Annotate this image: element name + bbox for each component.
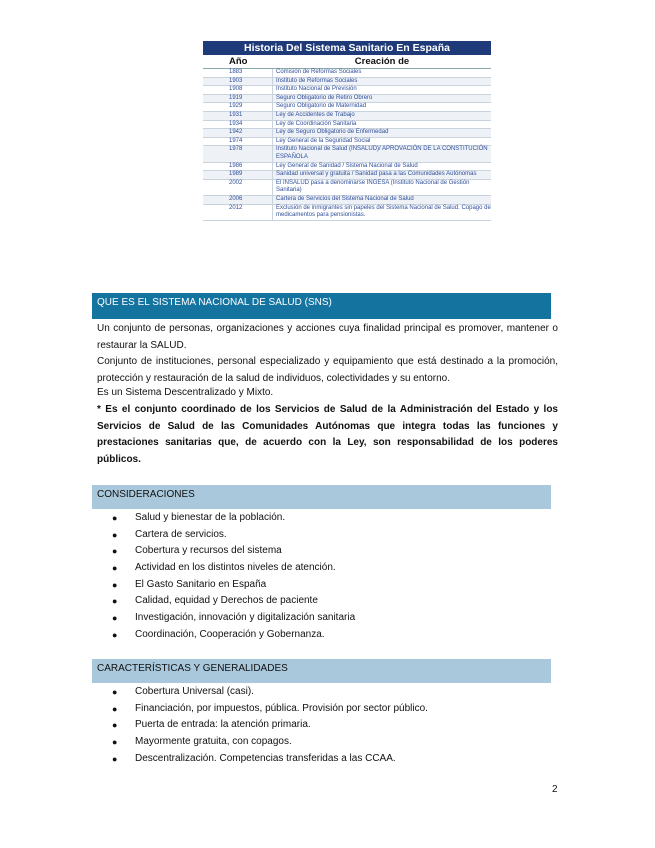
col-creation-header: Creación de (354, 56, 410, 67)
history-year: 1934 (203, 121, 273, 129)
list-item (112, 684, 428, 701)
history-table-row (203, 121, 491, 130)
list-item (112, 527, 355, 544)
list-item-text: Cobertura y recursos del sistema (135, 545, 282, 557)
history-creation: Comisión de Reformas Sociales (276, 69, 362, 75)
list-item (112, 717, 428, 734)
list-item (112, 560, 355, 577)
history-creation: Ley de Coordinación Sanitaria (276, 120, 357, 127)
history-year: 1978 (203, 146, 273, 161)
considerations-list (112, 510, 355, 644)
history-creation: El INSALUD pasa a denominarse INGESA (Instituto Nacional de Gestión Sanitaria) (276, 179, 470, 194)
history-year: 2006 (203, 196, 273, 204)
bullet-icon: ● (112, 613, 118, 624)
list-item (112, 510, 355, 527)
sns-paragraph-1: Un conjunto de personas, organizaciones y acciones cuya finalidad principal es promover, mantener o restaurar la SALUD. (97, 323, 558, 351)
history-year: 2002 (203, 180, 273, 195)
sns-paragraph-4 (97, 402, 558, 468)
history-table-body (203, 69, 491, 221)
history-creation: Instituto de Reformas Sociales (276, 77, 358, 84)
history-year: 1942 (203, 129, 273, 137)
list-item-text: Descentralización. Competencias transferidas a las CCAA. (135, 752, 396, 764)
list-item-text: Financiación, por impuestos, pública. Provisión por sector público. (135, 702, 428, 714)
list-item-text: El Gasto Sanitario en España (135, 578, 267, 590)
history-creation: Ley General de Sanidad / Sistema Nacional de Salud (276, 162, 418, 169)
bullet-icon: ● (112, 546, 118, 557)
list-item (112, 610, 355, 627)
history-year: 2012 (203, 205, 273, 220)
history-table-row (203, 163, 491, 172)
bullet-icon: ● (112, 737, 118, 748)
history-table-header (203, 55, 491, 69)
bullet-icon: ● (112, 529, 118, 540)
history-table-row (203, 205, 491, 221)
history-year: 1919 (203, 95, 273, 103)
history-table (203, 41, 491, 221)
page-number: 2 (552, 784, 558, 795)
considerations-heading: CONSIDERACIONES (92, 485, 551, 509)
sns-section-heading: QUE ES EL SISTEMA NACIONAL DE SALUD (SNS) (92, 293, 551, 319)
history-year: 1989 (203, 171, 273, 179)
sns-paragraph-2: Conjunto de instituciones, personal especializado y equipamiento que está destinado a la promoción, protección y restauración de la salud de individuos, colectividades y su entorno. (97, 356, 558, 384)
sns-paragraph-3: Es un Sistema Descentralizado y Mixto. (97, 387, 274, 398)
history-creation: Seguro Obligatorio de Retiro Obrero (276, 94, 373, 101)
bullet-icon: ● (112, 596, 118, 607)
sns-paragraph-4-text: * Es el conjunto coordinado de los Servicios de Salud de la Administración del Estado y los Servicios de Salud de las Comunidades Autónomas que integra todas las funciones y prestaciones sanitarias que, de acuerdo con la Ley, son responsabilidad de los poderes públicos. (97, 404, 558, 465)
list-item-text: Calidad, equidad y Derechos de paciente (135, 595, 318, 607)
characteristics-heading: CARACTERÍSTICAS Y GENERALIDADES (92, 659, 551, 683)
characteristics-list (112, 684, 428, 767)
list-item-text: Salud y bienestar de la población. (135, 512, 286, 523)
bullet-icon: ● (112, 753, 118, 764)
list-item-text: Actividad en los distintos niveles de atención. (135, 562, 336, 574)
list-item (112, 701, 428, 718)
history-year: 1908 (203, 86, 273, 94)
list-item (112, 751, 428, 768)
history-year: 1986 (203, 163, 273, 171)
history-table-row (203, 196, 491, 205)
history-table-row (203, 78, 491, 87)
history-creation: Ley de Seguro Obligatorio de Enfermedad (276, 129, 389, 136)
history-creation: Instituto Nacional de Salud (INSALUD)/ APROVACIÓN DE LA CONSTITUCIÓN ESPAÑOLA (276, 146, 488, 160)
history-year: 1929 (203, 103, 273, 111)
history-creation: Exclusión de inmigrantes sin papeles del Sistema Nacional de Salud. Copago de medicamentos para pensionistas. (276, 204, 491, 219)
history-table-row (203, 95, 491, 104)
history-creation: Ley de Accidentes de Trabajo (276, 111, 355, 118)
history-table-row (203, 129, 491, 138)
list-item-text: Investigación, innovación y digitalización sanitaria (135, 612, 356, 624)
bullet-icon: ● (112, 687, 118, 697)
history-creation: Ley General de la Seguridad Social (276, 137, 371, 144)
history-table-row (203, 69, 491, 78)
history-table-row (203, 112, 491, 121)
list-item (112, 543, 355, 560)
col-year-header: Año (229, 56, 248, 67)
bullet-icon: ● (112, 629, 118, 640)
list-item (112, 577, 355, 594)
history-table-row (203, 171, 491, 180)
history-table-row (203, 180, 491, 196)
list-item-text: Cartera de servicios. (135, 528, 227, 540)
list-item-text: Puerta de entrada: la atención primaria. (135, 719, 311, 731)
history-creation: Sanidad universal y gratuita / Sanidad pasa a las Comunidades Autónomas (276, 171, 477, 178)
list-item-text: Cobertura Universal (casi). (135, 686, 254, 697)
history-creation: Instituto Nacional de Previsión (276, 86, 357, 93)
bullet-icon: ● (112, 563, 118, 574)
history-year: 1974 (203, 138, 273, 146)
bullet-icon: ● (112, 703, 118, 714)
bullet-icon: ● (112, 720, 118, 731)
history-table-row (203, 146, 491, 162)
list-item-text: Mayormente gratuita, con copagos. (135, 736, 292, 748)
history-year: 1883 (203, 69, 273, 77)
list-item (112, 734, 428, 751)
history-table-row (203, 86, 491, 95)
list-item-text: Coordinación, Cooperación y Gobernanza. (135, 628, 325, 640)
history-table-title: Historia Del Sistema Sanitario En España (203, 41, 491, 55)
history-table-row (203, 103, 491, 112)
bullet-icon: ● (112, 579, 118, 590)
list-item (112, 593, 355, 610)
list-item (112, 627, 355, 644)
history-year: 1903 (203, 78, 273, 86)
history-creation: Cartera de Servicios del Sistema Nacional de Salud (276, 195, 414, 202)
bullet-icon: ● (112, 513, 118, 523)
history-creation: Seguro Obligatorio de Maternidad (276, 103, 367, 110)
history-year: 1931 (203, 112, 273, 120)
